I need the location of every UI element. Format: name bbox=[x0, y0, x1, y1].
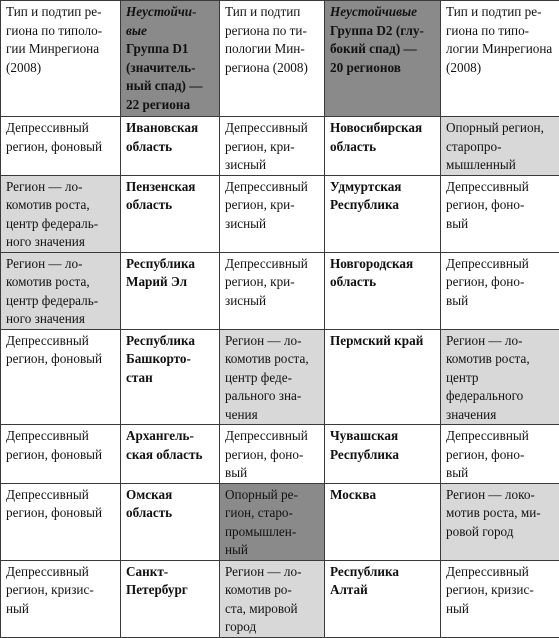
region-name-cell: Ивановская область bbox=[121, 117, 220, 176]
header-type-col-2 bbox=[220, 1, 325, 117]
region-name-cell: Удмуртская Республика bbox=[325, 175, 441, 252]
region-name-cell: Новосибирская область bbox=[325, 117, 441, 176]
type-cell: Депрессивный регион, кри- зисный bbox=[220, 117, 325, 176]
region-name-cell: Республика Алтай bbox=[325, 560, 441, 637]
header-type-col-3 bbox=[441, 1, 559, 117]
type-cell: Депрессивный регион, фоно- вый bbox=[441, 175, 559, 252]
type-cell: Регион — ло- комотив роста, центр федераль- ного значения bbox=[1, 175, 121, 252]
region-name-cell: Санкт- Петербург bbox=[121, 560, 220, 637]
region-name-cell: Республика Башкорто- стан bbox=[121, 329, 220, 425]
type-cell: Депрессивный регион, кри- зисный bbox=[220, 252, 325, 329]
region-name-cell: Пензенская область bbox=[121, 175, 220, 252]
type-cell: Регион — ло- комотив ро- ста, мировой город bbox=[220, 560, 325, 637]
region-name-cell: Омская область bbox=[121, 483, 220, 560]
type-cell: Регион — ло- комотив роста, центр федерального значения bbox=[441, 329, 559, 425]
group-d1-tag: Неустойчи- вые bbox=[126, 3, 216, 40]
region-name-cell: Новгородская область bbox=[325, 252, 441, 329]
table-row bbox=[1, 329, 559, 425]
type-cell: Депрессивный регион, фоно- вый bbox=[441, 425, 559, 484]
region-name-cell: Пермский край bbox=[325, 329, 441, 425]
type-cell: Опорный ре- гион, старо- промышлен- ный bbox=[220, 483, 325, 560]
type-cell: Регион — ло- комотив роста, центр федераль- ного значения bbox=[1, 252, 121, 329]
table-row bbox=[1, 483, 559, 560]
header-type-col-1-text: Тип и подтип ре- гиона по типоло- гии Минрегиона (2008) bbox=[6, 3, 117, 77]
group-d1-title: Группа D1 (значитель- ный спад) — 22 региона bbox=[126, 40, 216, 114]
type-cell: Депрессивный регион, кризис- ный bbox=[1, 560, 121, 637]
region-name-cell: Москва bbox=[325, 483, 441, 560]
header-type-col-2-text: Тип и подтип региона по ти- пологии Мин- региона (2008) bbox=[225, 3, 321, 77]
type-cell: Опорный регион, старопро- мышленный bbox=[441, 117, 559, 176]
header-row bbox=[1, 1, 559, 117]
type-cell: Депрессивный регион, фоновый bbox=[1, 117, 121, 176]
table-row bbox=[1, 252, 559, 329]
type-cell: Депрессивный регион, кризис- ный bbox=[441, 560, 559, 637]
type-cell: Регион — ло- комотив роста, центр феде- рального зна- чения bbox=[220, 329, 325, 425]
type-cell: Депрессивный регион, фоно- вый bbox=[220, 425, 325, 484]
header-type-col-3-text: Тип и подтип ре- гиона по типо- логии Минрегиона (2008) bbox=[446, 3, 556, 77]
type-cell: Регион — локо- мотив роста, ми- ровой город bbox=[441, 483, 559, 560]
table-row bbox=[1, 425, 559, 484]
table-row bbox=[1, 560, 559, 637]
group-d2-title: Группа D2 (глу- бокий спад) — 20 регионов bbox=[330, 22, 437, 78]
type-cell: Депрессивный регион, кри- зисный bbox=[220, 175, 325, 252]
header-type-col-1 bbox=[1, 1, 121, 117]
table-row bbox=[1, 175, 559, 252]
header-group-d1 bbox=[121, 1, 220, 117]
type-cell: Депрессивный регион, фоно- вый bbox=[441, 252, 559, 329]
table-row bbox=[1, 117, 559, 176]
group-d2-tag: Неустойчивые bbox=[330, 3, 437, 22]
region-name-cell: Республика Марий Эл bbox=[121, 252, 220, 329]
type-cell: Депрессивный регион, фоновый bbox=[1, 425, 121, 484]
type-cell: Депрессивный регион, фоновый bbox=[1, 483, 121, 560]
header-group-d2 bbox=[325, 1, 441, 117]
region-name-cell: Чувашская Республика bbox=[325, 425, 441, 484]
type-cell: Депрессивный регион, фоновый bbox=[1, 329, 121, 425]
region-name-cell: Архангель- ская область bbox=[121, 425, 220, 484]
